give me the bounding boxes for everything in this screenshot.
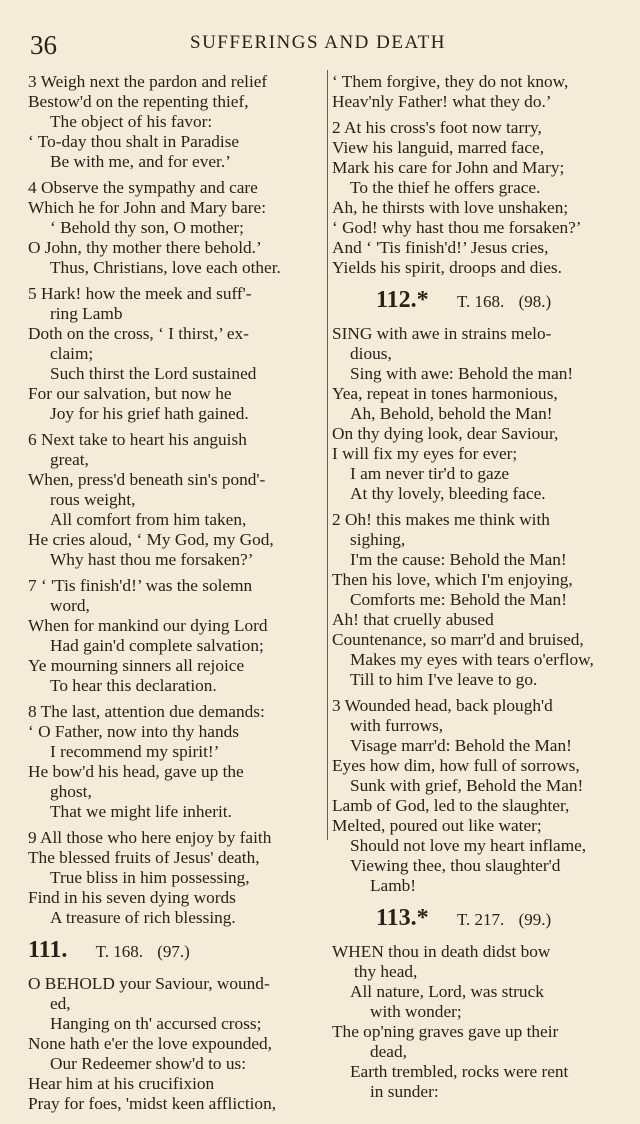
verse-line: ghost, — [50, 782, 92, 801]
verse-line: O John, thy mother there behold.’ — [28, 238, 262, 257]
verse-line: None hath e'er the love expounded, — [28, 1034, 273, 1053]
verse-line: dious, — [350, 344, 392, 363]
verse-line: Hanging on th' accursed cross; — [50, 1014, 262, 1033]
verse-line: When, press'd beneath sin's pond'- — [28, 470, 266, 489]
verse-line: 4 Observe the sympathy and care — [28, 178, 258, 197]
verse-line: ring Lamb — [50, 304, 123, 323]
verse-line: sighing, — [350, 530, 406, 549]
verse-line: ‘ Behold thy son, O mother; — [50, 218, 244, 237]
verse-line: 5 Hark! how the meek and suff'- — [28, 284, 252, 303]
hymn-111-continuation — [332, 72, 628, 112]
verse-line: Thus, Christians, love each other. — [50, 258, 281, 277]
hymn-number: 112.* — [376, 287, 429, 313]
hymn-reference: (98.) — [518, 292, 552, 311]
stanza-5 — [28, 284, 324, 424]
verse-line: The object of his favor: — [50, 112, 213, 131]
verse-line: SING with awe in strains melo- — [332, 324, 552, 343]
stanza-4 — [28, 178, 324, 278]
verse-line: Ye mourning sinners all rejoice — [28, 656, 245, 675]
verse-line: rous weight, — [50, 490, 136, 509]
verse-line: Lamb! — [370, 876, 417, 895]
verse-line: dead, — [370, 1042, 407, 1061]
tune-number: T. 168. — [95, 942, 143, 961]
hymn-number: 113.* — [376, 905, 429, 931]
verse-line: I am never tir'd to gaze — [350, 464, 510, 483]
verse-line: word, — [50, 596, 90, 615]
verse-line: View his languid, marred face, — [332, 138, 545, 157]
verse-line: WHEN thou in death didst bow — [332, 942, 551, 961]
hymn-113-stanza-1 — [332, 942, 628, 1102]
verse-line: 7 ‘ 'Tis finish'd!’ was the solemn — [28, 576, 253, 595]
verse-line: 2 Oh! this makes me think with — [332, 510, 550, 529]
verse-line: On thy dying look, dear Saviour, — [332, 424, 559, 443]
verse-line: Visage marr'd: Behold the Man! — [350, 736, 572, 755]
verse-line: great, — [50, 450, 89, 469]
verse-line: Ah, Behold, behold the Man! — [350, 404, 553, 423]
hymn-reference: (97.) — [157, 942, 190, 961]
verse-line: Mark his care for John and Mary; — [332, 158, 565, 177]
hymn-111-heading — [28, 937, 324, 963]
verse-line: Lamb of God, led to the slaughter, — [332, 796, 570, 815]
verse-line: At thy lovely, bleeding face. — [350, 484, 546, 503]
verse-line: ‘ Them forgive, they do not know, — [332, 72, 569, 91]
verse-line: Earth trembled, rocks were rent — [350, 1062, 569, 1081]
verse-line: I will fix my eyes for ever; — [332, 444, 518, 463]
verse-line: He bow'd his head, gave up the — [28, 762, 244, 781]
verse-line: Such thirst the Lord sustained — [50, 364, 257, 383]
tune-number: T. 168. — [456, 292, 505, 311]
verse-line: Bestow'd on the repenting thief, — [28, 92, 249, 111]
hymn-111-stanza-1 — [28, 974, 324, 1114]
hymn-113-heading — [332, 905, 628, 931]
verse-line: Yields his spirit, droops and dies. — [332, 258, 562, 277]
verse-line: For our salvation, but now he — [28, 384, 232, 403]
verse-line: True bliss in him possessing, — [50, 868, 250, 887]
hymn-111-stanza-2 — [332, 118, 628, 278]
verse-line: Why hast thou me forsaken?’ — [50, 550, 254, 569]
verse-line: To hear this declaration. — [50, 676, 217, 695]
verse-line: ed, — [50, 994, 71, 1013]
verse-line: Sunk with grief, Behold the Man! — [350, 776, 584, 795]
hymn-112-stanza-3 — [332, 696, 628, 896]
verse-line: Till to him I've leave to go. — [350, 670, 538, 689]
page-number: 36 — [30, 30, 57, 60]
stanza-6 — [28, 430, 324, 570]
stanza-8 — [28, 702, 324, 822]
verse-line: Countenance, so marr'd and bruised, — [332, 630, 584, 649]
verse-line: Then his love, which I'm enjoying, — [332, 570, 573, 589]
verse-line: 9 All those who here enjoy by faith — [28, 828, 272, 847]
verse-line: All comfort from him taken, — [50, 510, 247, 529]
verse-line: He cries aloud, ‘ My God, my God, — [28, 530, 274, 549]
verse-line: 3 Weigh next the pardon and relief — [28, 72, 268, 91]
verse-line: Viewing thee, thou slaughter'd — [350, 856, 561, 875]
hymn-reference: (99.) — [518, 910, 552, 929]
verse-line: And ‘ 'Tis finish'd!’ Jesus cries, — [332, 238, 549, 257]
stanza-7 — [28, 576, 324, 696]
verse-line: 2 At his cross's foot now tarry, — [332, 118, 542, 137]
verse-line: ‘ To-day thou shalt in Paradise — [28, 132, 240, 151]
verse-line: Should not love my heart inflame, — [350, 836, 587, 855]
verse-line: Sing with awe: Behold the man! — [350, 364, 574, 383]
verse-line: Find in his seven dying words — [28, 888, 236, 907]
verse-line: I'm the cause: Behold the Man! — [350, 550, 567, 569]
verse-line: with furrows, — [350, 716, 444, 735]
verse-line: Ah! that cruelly abused — [332, 610, 494, 629]
verse-line: A treasure of rich blessing. — [50, 908, 236, 927]
verse-line: Heav'nly Father! what they do.’ — [332, 92, 552, 111]
verse-line: When for mankind our dying Lord — [28, 616, 268, 635]
tune-number: T. 217. — [456, 910, 505, 929]
hymn-number: 111. — [28, 937, 68, 963]
verse-line: That we might life inherit. — [50, 802, 232, 821]
stanza-9 — [28, 828, 324, 928]
running-head: SUFFERINGS AND DEATH — [190, 32, 446, 53]
hymn-112-stanza-1 — [332, 324, 628, 504]
verse-line: Doth on the cross, ‘ I thirst,’ ex- — [28, 324, 249, 343]
hymn-112-heading — [332, 287, 628, 313]
verse-line: I recommend my spirit!’ — [50, 742, 220, 761]
verse-line: Hear him at his crucifixion — [28, 1074, 215, 1093]
verse-line: 6 Next take to heart his anguish — [28, 430, 247, 449]
verse-line: 3 Wounded head, back plough'd — [332, 696, 553, 715]
verse-line: Our Redeemer show'd to us: — [50, 1054, 247, 1073]
verse-line: claim; — [50, 344, 94, 363]
verse-line: Pray for foes, 'midst keen affliction, — [28, 1094, 277, 1113]
verse-line: To the thief he offers grace. — [350, 178, 541, 197]
verse-line: Ah, he thirsts with love unshaken; — [332, 198, 569, 217]
verse-line: 8 The last, attention due demands: — [28, 702, 265, 721]
verse-line: Melted, poured out like water; — [332, 816, 542, 835]
verse-line: Be with me, and for ever.’ — [50, 152, 231, 171]
verse-line: O BEHOLD your Saviour, wound- — [28, 974, 270, 993]
verse-line: Which he for John and Mary bare: — [28, 198, 267, 217]
hymn-112-stanza-2 — [332, 510, 628, 690]
column-divider — [327, 70, 328, 840]
verse-line: in sunder: — [370, 1082, 439, 1101]
verse-line: thy head, — [354, 962, 418, 981]
verse-line: All nature, Lord, was struck — [350, 982, 544, 1001]
verse-line: Makes my eyes with tears o'erflow, — [350, 650, 594, 669]
verse-line: ‘ O Father, now into thy hands — [28, 722, 239, 741]
verse-line: ‘ God! why hast thou me forsaken?’ — [332, 218, 582, 237]
verse-line: Comforts me: Behold the Man! — [350, 590, 567, 609]
verse-line: Eyes how dim, how full of sorrows, — [332, 756, 580, 775]
verse-line: with wonder; — [370, 1002, 462, 1021]
verse-line: Yea, repeat in tones harmonious, — [332, 384, 558, 403]
right-column — [332, 72, 628, 1102]
left-column — [28, 72, 324, 1114]
stanza-3 — [28, 72, 324, 172]
verse-line: The op'ning graves gave up their — [332, 1022, 559, 1041]
verse-line: Had gain'd complete salvation; — [50, 636, 264, 655]
verse-line: The blessed fruits of Jesus' death, — [28, 848, 260, 867]
verse-line: Joy for his grief hath gained. — [50, 404, 249, 423]
